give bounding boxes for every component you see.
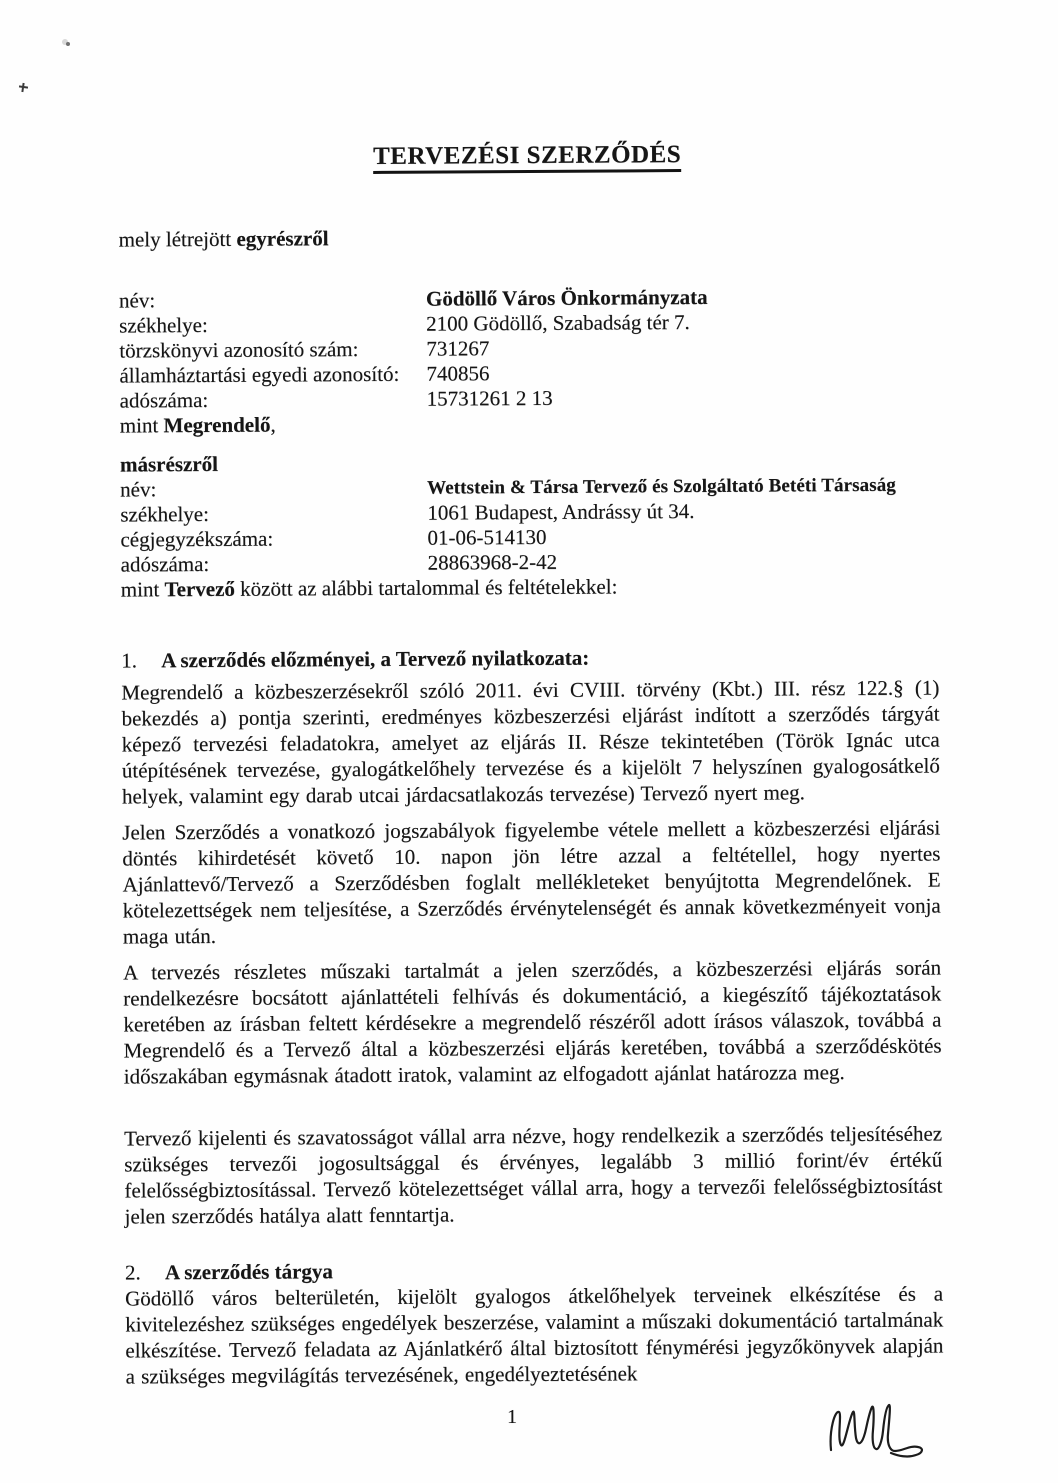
party-row [120, 472, 938, 502]
party2-heading: másrészről [119, 451, 219, 477]
intro-line [119, 222, 937, 253]
paragraph: Jelen Szerződés a vonatkozó jogszabályok figyelembe vétele mellett a közbeszerzési eljárási döntés kihirdetését követő 10. napon jön létre azzal a feltétellel, hogy nyertes Ajánlattevő/Tervező a Szerződésben foglalt mellékleteket benyújtotta Megrendelőnek. E kötelezettségek nem teljesítése, a Szerződés érvénytelenségét és annak következményeit vonja maga után. [122, 815, 941, 949]
party2-closing [121, 572, 939, 602]
row-label: adószáma: [119, 387, 209, 413]
closing-suffix: , [270, 412, 276, 437]
section-number: 1. [121, 648, 137, 673]
row-label: név: [120, 477, 157, 502]
document-body [118, 138, 944, 1390]
row-label: törzskönyvi azonosító szám: [119, 337, 359, 363]
row-label: államháztartási egyedi azonosító: [119, 361, 400, 388]
closing-prefix: mint [120, 577, 165, 602]
closing-prefix: mint [119, 413, 164, 438]
row-value: 01-06-514130 [427, 524, 547, 550]
paragraph: A tervezés részletes műszaki tartalmát a jelen szerződés, a közbeszerzési eljárás során rendelkezésre bocsátott ajánlattételi felhívás és dokumentáció, a kiegészítő tájékoztatások keretében az írásban feltett kérdésekre a megrendelő részéről adott írásos válaszok, továbbá a Megrendelő és a Tervező által a közbeszerzési eljárás keretében, továbbá a szerződéskötés időszakában egymásnak átadott iratok, valamint az elfogadott ajánlat határozza meg. [123, 955, 942, 1089]
scan-speckle [19, 83, 28, 92]
closing-bold: Tervező [164, 576, 235, 602]
closing-suffix: között az alábbi tartalommal és feltételekkel: [234, 574, 618, 601]
signature-mark [824, 1398, 930, 1468]
section-title: A szerződés előzményei, a Tervező nyilatkozata: [161, 645, 590, 673]
party1-closing [120, 408, 938, 438]
row-label: név: [118, 288, 156, 313]
document-title-text: TERVEZÉSI SZERZŐDÉS [373, 141, 681, 174]
row-value: 1061 Budapest, Andrássy út 34. [427, 498, 695, 525]
row-value: 740856 [426, 361, 490, 386]
row-value: 731267 [426, 336, 490, 361]
row-value: Wettstein & Társa Tervező és Szolgáltató Betéti Társaság [427, 474, 896, 499]
page-number: 1 [507, 1406, 517, 1428]
scan-speckle [66, 42, 70, 46]
section-1-heading [121, 642, 939, 673]
party1-block [119, 283, 938, 438]
section-title: A szerződés tárgya [164, 1259, 333, 1285]
section-number: 2. [124, 1260, 141, 1285]
closing-bold: Megrendelő [163, 412, 271, 438]
row-label: székhelye: [120, 501, 209, 527]
intro-bold: egyrészről [236, 226, 329, 251]
paragraph: Tervező kijelenti és szavatosságot vállal arra nézve, hogy rendelkezik a szerződés teljesítéséhez szükséges tervezői jogosultsággal és érvényes, legalább 3 millió forint/év értékű felelősségbiztosítással. Tervező kötelezettséget vállal arra, hogy a tervezői felelősségbiztosítást jelen szerződés hatálya alatt fenntartja. [124, 1121, 943, 1229]
intro-prefix: mely létrejött [118, 226, 237, 252]
row-value: 15731261 2 13 [426, 385, 553, 411]
row-value: 2100 Gödöllő, Szabadság tér 7. [426, 310, 690, 336]
row-label: cégjegyzékszáma: [120, 526, 274, 552]
paragraph: Megrendelő a közbeszerzésekről szóló 2011. évi CVIII. törvény (Kbt.) III. rész 122.§ (1) bekezdés a) pontja szerinti, eredményes közbeszerzési eljárást indított a szerződés tárgyát képező tervezési feladatokra, amelyet az eljárás II. Része tekintetében (Török Ignác utca útépítésének tervezése, gyalogátkelőhely tervezése és a kijelölt 7 helyszínen gyalogosátkelő helyek, valamint egy darab utcai járdacsatlakozás tervezése) Tervező nyert meg. [121, 675, 940, 809]
row-label: székhelye: [119, 312, 208, 338]
row-label: adószáma: [120, 551, 210, 577]
row-value: Gödöllő Város Önkormányzata [425, 284, 708, 311]
row-value: 28863968-2-42 [427, 549, 558, 575]
signature-squiggle [824, 1398, 930, 1468]
party2-block [120, 447, 939, 602]
paragraph: Gödöllő város belterületén, kijelölt gyalogos átkelőhelyek terveinek elkészítése és a kivitelezéshez szükséges engedélyek beszerzése, valamint a műszaki dokumentáció tartalmának elkészítése. Tervező feladata az Ajánlatkérő által biztosított fénymérési jegyzőkönyvek alapján a szükséges megvilágítás tervezésének, engedélyeztetésének [124, 1281, 944, 1389]
document-title [118, 138, 936, 175]
